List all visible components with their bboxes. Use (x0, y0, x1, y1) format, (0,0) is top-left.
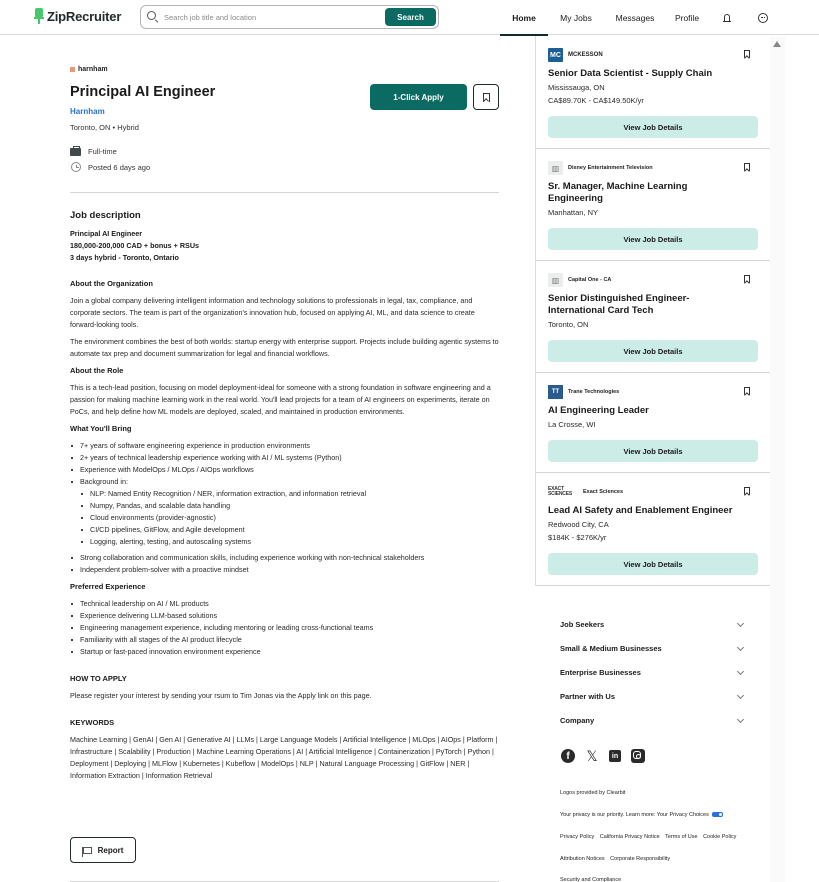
list-item: Experience delivering LLM-based solutions (70, 610, 500, 622)
one-click-apply-button[interactable]: 1-Click Apply (370, 84, 467, 110)
view-job-details-button[interactable]: View Job Details (548, 553, 758, 575)
security-compliance-link[interactable]: Security and Compliance (560, 877, 622, 882)
employment-type (70, 146, 117, 156)
nav-profile[interactable]: Profile (674, 12, 700, 23)
ziprecruiter-logo[interactable] (34, 8, 121, 24)
list-item: Familiarity with all stages of the AI product lifecycle (70, 634, 500, 646)
nav-home[interactable]: Home (500, 0, 548, 35)
job-card[interactable] (536, 149, 770, 261)
list-item: CI/CD pipelines, GitFlow, and Agile development (80, 524, 500, 536)
job-description (70, 210, 500, 787)
card-title[interactable]: Senior Distinguished Engineer-International Card Tech (548, 293, 690, 316)
attribution-notices-link[interactable]: Attribution Notices (560, 856, 605, 862)
chevron-down-icon (737, 619, 744, 626)
divider (70, 192, 499, 193)
list-item: Experience with ModelOps / MLOps / AIOps workflows (70, 464, 500, 476)
chevron-down-icon (737, 715, 744, 722)
posted-date (70, 162, 150, 172)
how-to-apply-heading: HOW TO APPLY (70, 674, 127, 683)
social-links (561, 749, 645, 763)
description-heading: Job description (70, 210, 141, 221)
view-job-details-button[interactable]: View Job Details (548, 340, 758, 362)
job-card[interactable] (536, 473, 770, 586)
posted-label: Posted 6 days ago (88, 162, 151, 172)
background-list (80, 488, 500, 548)
keywords-heading: KEYWORDS (70, 718, 115, 727)
card-title[interactable]: Lead AI Safety and Enablement Engineer (548, 505, 733, 516)
view-job-details-button[interactable]: View Job Details (548, 228, 758, 250)
card-location: Manhattan, NY (548, 208, 599, 217)
bookmark-icon (483, 93, 490, 102)
card-title[interactable]: Sr. Manager, Machine Learning Engineering (548, 181, 688, 204)
footer-section-company[interactable] (560, 708, 746, 732)
company-logo-icon (70, 67, 75, 72)
bring-list (70, 440, 500, 488)
privacy-text[interactable]: Your privacy is our priority. Learn more: Your Privacy Choices (560, 812, 709, 818)
cookie-policy-link[interactable]: Cookie Policy (703, 834, 737, 840)
right-scrollbar[interactable] (770, 36, 785, 882)
card-company: Disney Entertainment Television (568, 165, 653, 171)
privacy-notice (560, 812, 727, 818)
notifications-button[interactable] (708, 0, 746, 35)
footer-section-partner[interactable] (560, 684, 746, 708)
card-company: Exact Sciences (583, 489, 624, 495)
chevron-down-icon (737, 643, 744, 650)
intro-block (70, 228, 500, 264)
intro-line: 180,000-200,000 CAD + bonus + RSUs (70, 241, 200, 250)
card-salary: $184K - $276K/yr (548, 533, 607, 542)
nav-my-jobs[interactable]: My Jobs (560, 12, 592, 23)
section-label: Small & Medium Businesses (560, 643, 662, 653)
list-item: Background in: (70, 476, 500, 488)
account-icon (758, 13, 768, 23)
card-company: MCKESSON (568, 52, 603, 58)
x-icon[interactable]: 𝕏 (586, 747, 598, 764)
job-card[interactable] (536, 373, 770, 473)
california-privacy-link[interactable]: California Privacy Notice (599, 834, 660, 840)
footer-section-smb[interactable] (560, 636, 746, 660)
trane-logo-icon: TT (548, 385, 563, 399)
bring-heading: What You'll Bring (70, 424, 132, 433)
account-menu-button[interactable] (746, 0, 780, 35)
list-item: 2+ years of technical leadership experience working with AI / ML systems (Python) (70, 452, 500, 464)
logos-credit[interactable]: Logos provided by Clearbit (560, 790, 626, 796)
list-item: Engineering management experience, including mentoring or leading cross-functional teams (70, 622, 500, 634)
card-title[interactable]: AI Engineering Leader (548, 405, 649, 416)
how-to-apply-text: Please register your interest by sending your rsum to Tim Jonas via the Apply link on this page. (70, 691, 372, 700)
bookmark-icon[interactable] (744, 487, 750, 495)
preferred-list (70, 598, 500, 658)
list-item: Numpy, Pandas, and scalable data handling (80, 500, 500, 512)
intro-line: 3 days hybrid - Toronto, Ontario (70, 253, 179, 262)
card-title[interactable]: Senior Data Scientist - Supply Chain (548, 68, 713, 79)
scroll-up-arrow-icon[interactable] (773, 41, 781, 47)
report-button[interactable] (70, 837, 136, 863)
building-icon: ▥ (548, 273, 563, 287)
top-header (0, 0, 819, 35)
preferred-heading: Preferred Experience (70, 582, 146, 591)
privacy-choices-icon[interactable] (712, 812, 723, 817)
company-mini-name: harnham (78, 66, 108, 73)
list-item: Cloud environments (provider-agnostic) (80, 512, 500, 524)
terms-of-use-link[interactable]: Terms of Use (665, 834, 698, 840)
card-company: Capital One - CA (568, 277, 612, 283)
instagram-icon[interactable] (631, 749, 645, 763)
footer-links-row (560, 834, 740, 840)
briefcase-icon (70, 148, 81, 156)
bookmark-icon[interactable] (744, 50, 750, 58)
intro-line: Principal AI Engineer (70, 229, 143, 238)
section-label: Job Seekers (560, 619, 605, 629)
card-location: Mississauga, ON (548, 83, 605, 92)
about-role-paragraph: This is a tech-lead position, focusing on model deployment-ideal for someone with a strong foundation in software engineering and a passion for making machine learning work in the real world. You'll lead projects for a team of AI engineers on experiments, iterate on PoCs, and help define how ML models are deployed, scaled, and maintained in production environments. (70, 383, 491, 416)
search-bar (140, 5, 439, 29)
mckesson-logo-icon: MC (548, 48, 563, 62)
building-icon: ▥ (548, 161, 563, 175)
list-item: Independent problem-solver with a proactive mindset (70, 564, 500, 576)
linkedin-icon[interactable]: in (609, 750, 621, 762)
footer-section-enterprise[interactable] (560, 660, 746, 684)
bookmark-icon[interactable] (744, 387, 750, 395)
card-location: La Crosse, WI (548, 420, 596, 429)
job-card[interactable] (536, 36, 770, 149)
footer-links-row (560, 856, 674, 862)
chevron-down-icon (737, 667, 744, 674)
bookmark-icon[interactable] (744, 163, 750, 171)
exact-sciences-logo-icon: EXACT SCIENCES (548, 486, 572, 497)
section-label: Enterprise Businesses (560, 667, 641, 677)
footer-section-job-seekers[interactable] (560, 612, 746, 636)
about-org-paragraph: The environment combines the best of both worlds: startup energy with enterprise support. Projects include building agentic systems to automate tax prep and document summarization for legal and financial workflows. (70, 337, 499, 358)
main-nav (500, 0, 780, 35)
card-location: Toronto, ON (548, 320, 589, 329)
view-job-details-button[interactable]: View Job Details (548, 116, 758, 138)
list-item: Startup or fast-paced innovation environment experience (70, 646, 500, 658)
nav-messages[interactable]: Messages (615, 12, 655, 23)
bookmark-icon[interactable] (744, 275, 750, 283)
keywords-text: Machine Learning | GenAI | Gen AI | Generative AI | LLMs | Large Language Models | Artificial Intelligence | MLOps | AIOps | Platform | Infrastructure | Scalability | Production | Machine Learning Operations | AI | Artificial Intelligence | Containerization | PyTorch | Python | Deployment | Deploying | MLFlow | Kubernetes | Kubeflow | ModelOps | NLP | Natural Language Processing | GitFlow | NER | Information Extraction | Information Retrieval (70, 735, 498, 780)
section-label: Company (560, 715, 595, 725)
search-icon (147, 11, 159, 23)
footer-links-row (560, 877, 625, 882)
section-label: Partner with Us (560, 691, 616, 701)
list-item: Logging, alerting, testing, and autoscaling systems (80, 536, 500, 548)
bring-more-list (70, 552, 500, 576)
view-job-details-button[interactable]: View Job Details (548, 440, 758, 462)
company-link[interactable]: Harnham (70, 107, 105, 116)
list-item: NLP: Named Entity Recognition / NER, information extraction, and information retrieval (80, 488, 500, 500)
company-mini-header (70, 66, 108, 73)
footer-sections (560, 612, 746, 732)
logo-text: ZipRecruiter (47, 8, 122, 24)
list-item: Strong collaboration and communication skills, including experience working with non-technical stakeholders (70, 552, 500, 564)
search-button[interactable]: Search (385, 8, 436, 26)
facebook-icon[interactable]: f (561, 749, 575, 763)
list-item: 7+ years of software engineering experience in production environments (70, 440, 500, 452)
card-salary: CA$89.70K - CA$149.50K/yr (548, 96, 644, 105)
privacy-policy-link[interactable]: Privacy Policy (560, 834, 595, 840)
similar-jobs-list (536, 36, 770, 586)
clock-icon (71, 162, 81, 172)
job-card[interactable] (536, 261, 770, 373)
job-title: Principal AI Engineer (70, 84, 216, 100)
flag-icon (83, 847, 92, 854)
report-label: Report (97, 845, 124, 855)
bell-icon (723, 13, 731, 23)
chair-logo-icon (34, 8, 44, 24)
job-location: Toronto, ON • Hybrid (70, 123, 139, 132)
corporate-responsibility-link[interactable]: Corporate Responsibility (610, 856, 671, 862)
chevron-down-icon (737, 691, 744, 698)
card-company: Trane Technologies (568, 389, 620, 395)
about-org-heading: About the Organization (70, 279, 153, 288)
about-role-heading: About the Role (70, 366, 124, 375)
about-org-paragraph: Join a global company delivering intelligent information and technology solutions to professionals in legal, tax, compliance, and corporate sectors. The team is part of the organization's innovation hub, focused on applying AI, ML, and data science to create forward-looking tools. (70, 296, 475, 329)
employment-type-label: Full-time (88, 146, 117, 156)
save-job-button[interactable] (473, 84, 499, 110)
list-item: Technical leadership on AI / ML products (70, 598, 500, 610)
card-location: Redwood City, CA (548, 520, 609, 529)
